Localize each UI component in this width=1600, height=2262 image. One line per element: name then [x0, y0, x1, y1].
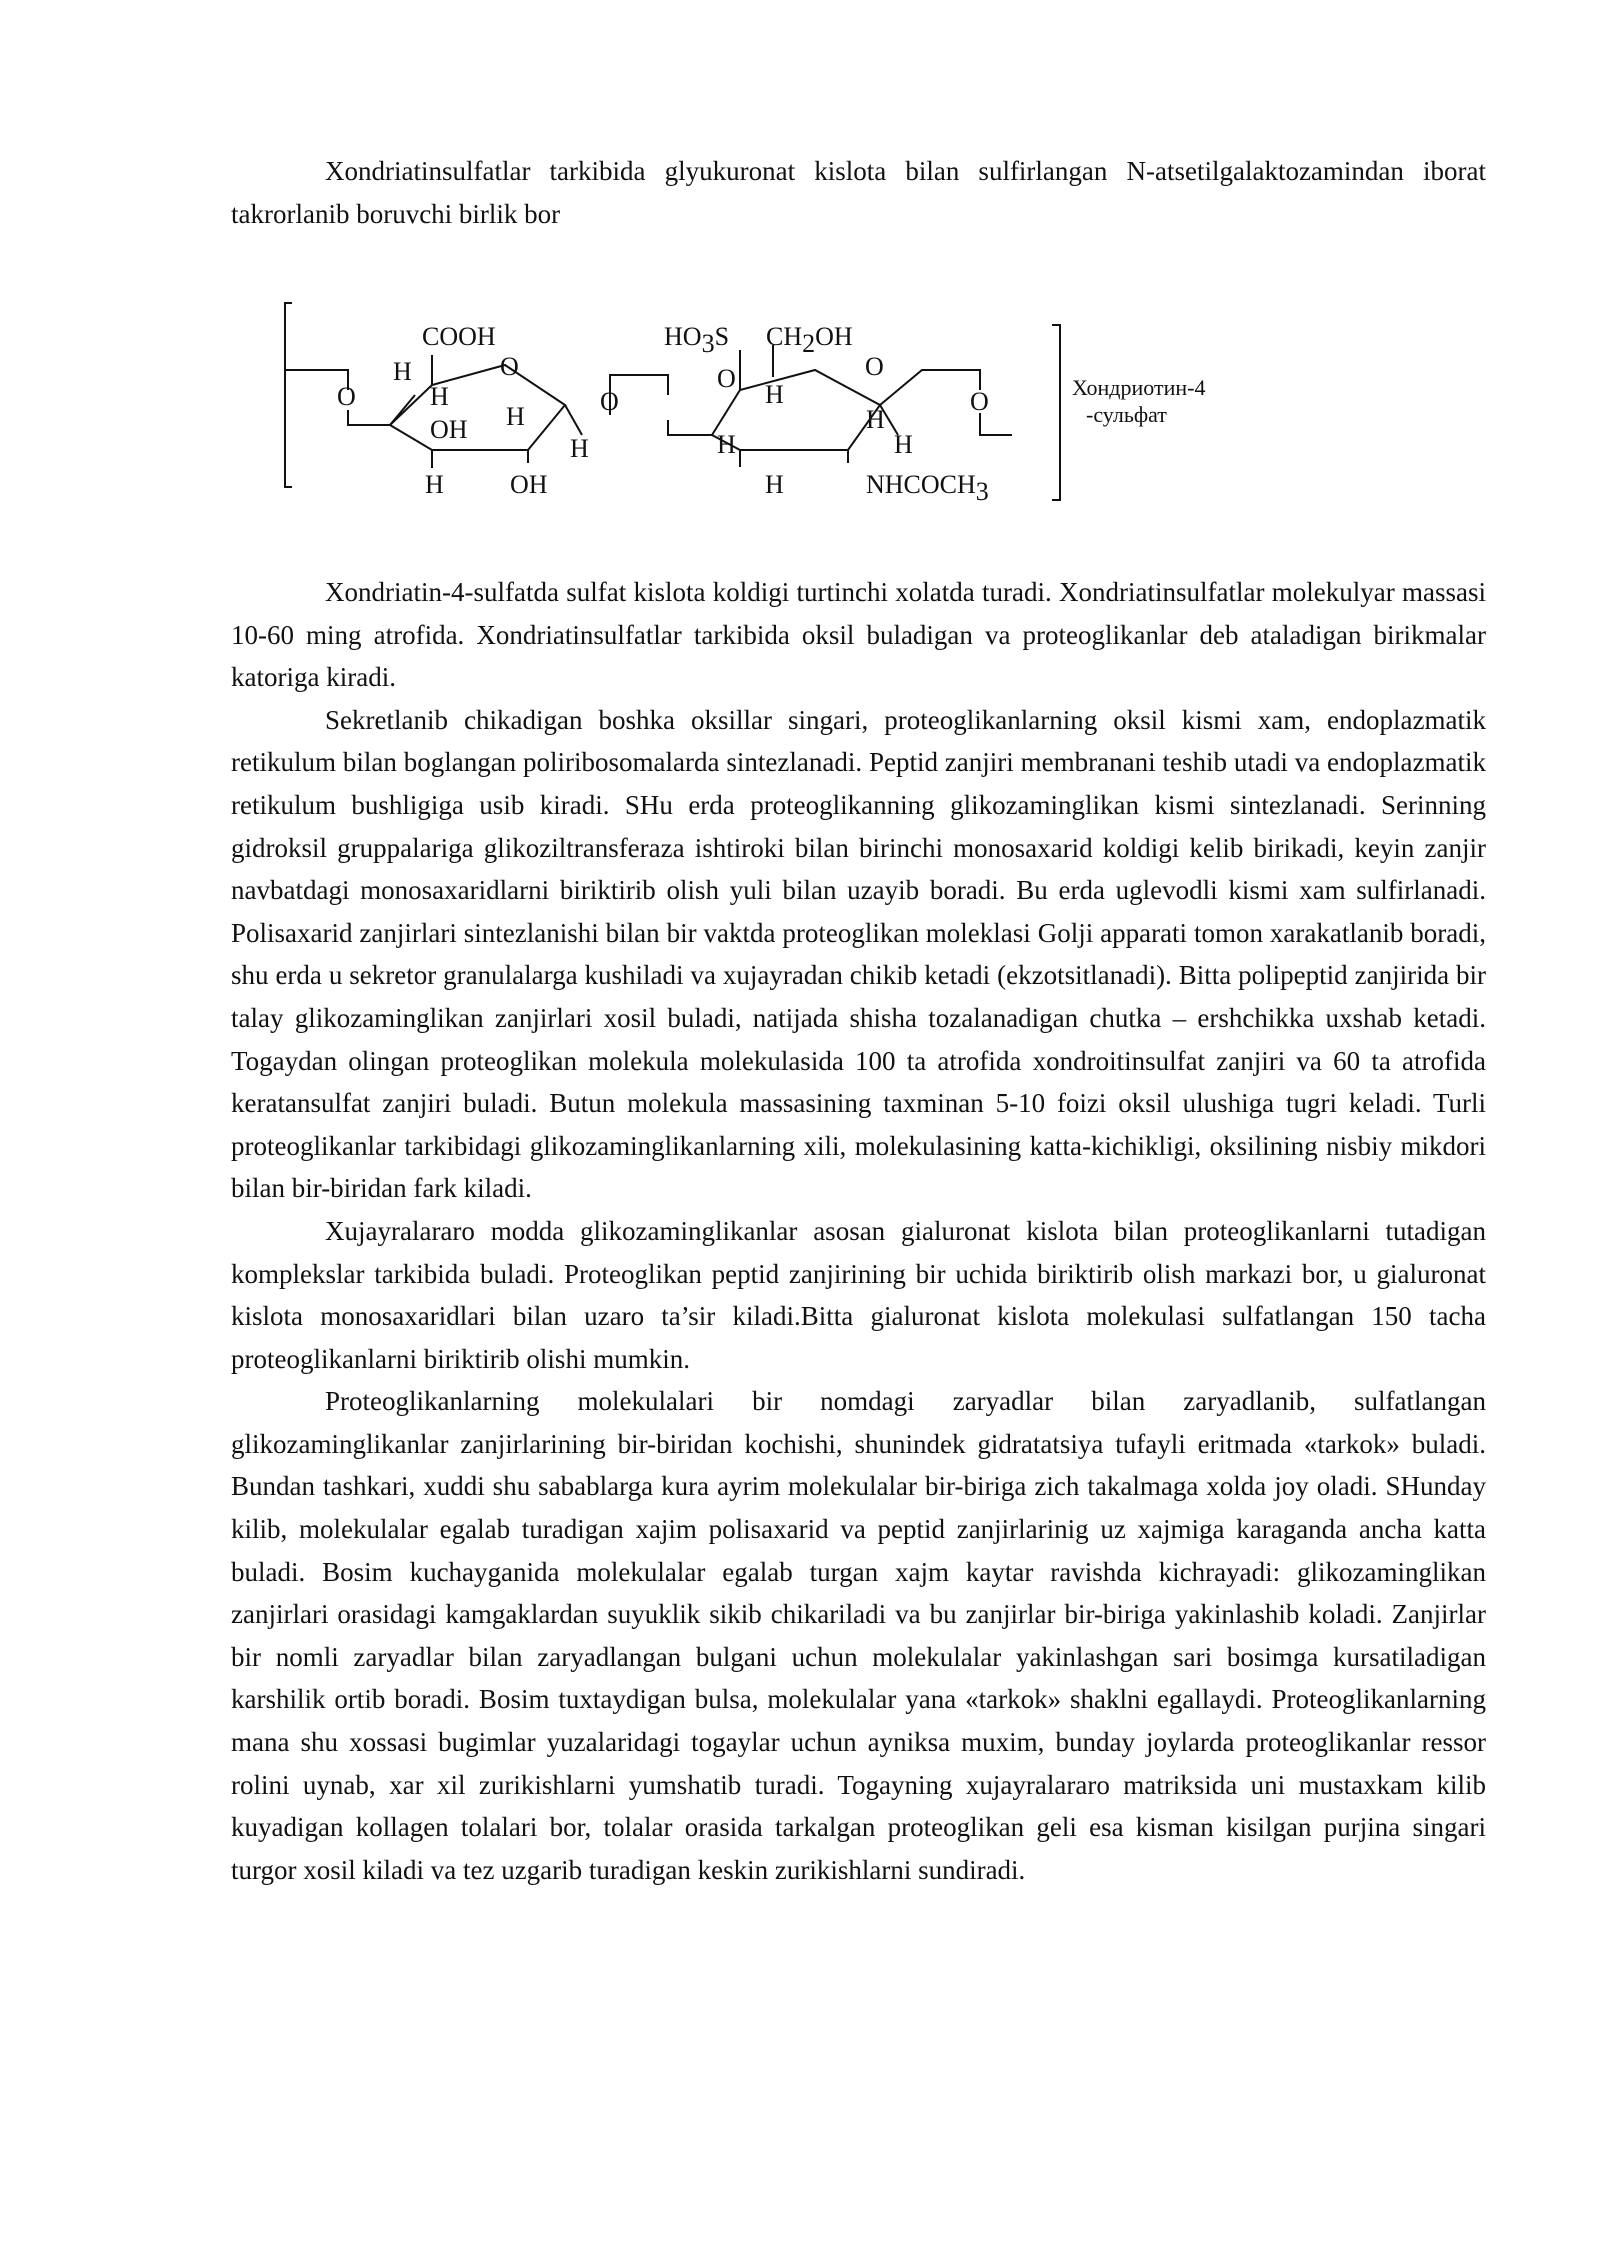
- label-h: H: [717, 430, 736, 459]
- label-oh: OH: [510, 470, 548, 499]
- paragraph: Xujayralararo modda glikozaminglikanlar asosan gialuronat kislota bilan proteoglikanlarni tutadigan komplekslar tarkibida buladi. Proteoglikan peptid zanjirining bir uchida biriktirib olish markazi bor, u gialuronat kislota monosaxaridlari bilan uzaro ta’sir kiladi.Bitta gialuronat kislota molekulasi sulfatlangan 150 tacha proteoglikanlarni biriktirib olishi mumkin.: [231, 1215, 1486, 1374]
- bond: [980, 413, 1012, 435]
- label-h: H: [866, 405, 885, 434]
- caption-line-1: Хондриотин-4: [1072, 375, 1206, 400]
- label-h: H: [765, 380, 784, 409]
- bond: [390, 395, 415, 425]
- label-cooh: COOH: [422, 322, 496, 351]
- ring-1: [390, 365, 565, 450]
- ho3s-main: HO: [664, 322, 702, 351]
- bond: [565, 405, 582, 435]
- ch2oh-main: CH: [766, 322, 803, 351]
- bond: [348, 410, 390, 425]
- bond: [880, 370, 980, 405]
- label-o: O: [865, 352, 884, 381]
- label-o: O: [717, 364, 736, 393]
- label-o: O: [337, 382, 356, 411]
- label-o: O: [500, 352, 519, 381]
- label-h: H: [393, 357, 412, 386]
- structure-diagram: [280, 295, 1260, 510]
- ch2oh-end: OH: [815, 322, 853, 351]
- paragraph: Sekretlanib chikadigan boshka oksillar singari, proteoglikanlarning oksil kismi xam, endoplazmatik retikulum bilan boglangan poliribosomalarda sintezlanadi. Peptid zanjiri membranani teshib utadi va endoplazmatik retikulum bushligiga usib kiradi. SHu erda proteoglikanning glikozaminglikan kismi sintezlanadi. Serinning gidroksil gruppalariga glikoziltransferaza ishtiroki bilan birinchi monosaxarid koldigi kelib birikadi, keyin zanjir navbatdagi monosaxaridlarni biriktirib olish yuli bilan uzayib boradi. Bu erda uglevodli kismi xam sulfirlanadi. Polisaxarid zanjirlari sintezlanishi bilan bir vaktda proteoglikan moleklasi Golji apparati tomon xarakatlanib boradi, shu erda u sekretor granulalarga kushiladi va xujayradan chikib ketadi (ekzotsitlanadi). Bitta polipeptid zanjirida bir talay glikozaminglikan zanjirlari xosil buladi, natijada shisha tozalanadigan chutka – ershchikka uxshab ketadi. Togaydan olingan proteoglikan molekula molekulasida 100 ta atrofida xondroitinsulfat zanjiri va 60 ta atrofida keratansulfat zanjiri buladi. Butun molekula massasining taxminan 5-10 foizi oksil ulushiga tugri keladi. Turli proteoglikanlar tarkibidagi glikozaminglikanlarning xili, molekulasining katta-kichikligi, oksilining nisbiy mikdori bilan bir-biridan fark kiladi.: [231, 704, 1486, 1204]
- left-bracket: [285, 303, 292, 487]
- label-h: H: [430, 382, 449, 411]
- label-oh: OH: [430, 415, 468, 444]
- bond: [668, 420, 712, 435]
- body-text: [231, 571, 1486, 1891]
- nhcoch-main: NHCOCH: [866, 470, 976, 499]
- label-ch2oh: [766, 322, 853, 358]
- ch2oh-sub: 2: [802, 329, 816, 358]
- label-o: O: [970, 387, 989, 416]
- caption-line-2: -сульфат: [1086, 402, 1167, 427]
- label-h: H: [765, 470, 784, 499]
- intro-text: [231, 150, 1486, 235]
- label-h: H: [425, 470, 444, 499]
- label-h: H: [570, 434, 589, 463]
- label-o: O: [600, 387, 619, 416]
- ho3s-sub: 3: [701, 329, 715, 358]
- right-bracket: [1052, 325, 1060, 500]
- label-ho3s: [664, 322, 729, 358]
- label-h: H: [894, 430, 913, 459]
- paragraph: Proteoglikanlarning molekulalari bir nomdagi zaryadlar bilan zaryadlanib, sulfatlangan glikozaminglikanlar zanjirlarining bir-biridan kochishi, shunindek gidratatsiya tufayli eritmada «tarkok» buladi. Bundan tashkari, xuddi shu sabablarga kura ayrim molekulalar bir-biriga zich takalmaga xolda joy oladi. SHunday kilib, molekulalar egalab turadigan xajim polisaxarid va peptid zanjirlarinig uz xajmiga karaganda ancha katta buladi. Bosim kuchayganida molekulalar egalab turgan xajm kaytar ravishda kichrayadi: glikozaminglikan zanjirlari orasidagi kamgaklardan suyuklik sikib chikariladi va bu zanjirlar bir-biriga yakinlashib koladi. Zanjirlar bir nomli zaryadlar bilan zaryadlangan bulgani uchun molekulalar yakinlashgan sari bosimga kursatiladigan karshilik ortib boradi. Bosim tuxtaydigan bulsa, molekulalar yana «tarkok» shaklni egallaydi. Proteoglikanlarning mana shu xossasi bugimlar yuzalaridagi togaylar uchun ayniksa muxim, bunday joylarda proteoglikanlar ressor rolini uynab, xar xil zurikishlarni yumshatib turadi. Togayning xujayralararo matriksida uni mustaxkam kilib kuyadigan kollagen tolalari bor, tolalar orasida tarkalgan proteoglikan geli esa kisman kisilgan purjina singari turgor xosil kiladi va tez uzgarib turadigan keskin zurikishlarni sundiradi.: [231, 1386, 1486, 1885]
- label-h: H: [506, 402, 525, 431]
- paragraph: Xondriatin-4-sulfatda sulfat kislota koldigi turtinchi xolatda turadi. Xondriatinsulfatlar molekulyar massasi 10-60 ming atrofida. Xondriatinsulfatlar tarkibida oksil buladigan va proteoglikanlar deb ataladigan birikmalar katoriga kiradi.: [231, 577, 1486, 693]
- chondroitin-4-sulfate-structure: [280, 295, 1260, 510]
- nhcoch-sub: 3: [975, 477, 989, 506]
- ho3s-end: S: [714, 322, 730, 351]
- paragraph: Xondriatinsulfatlar tarkibida glyukuronat kislota bilan sulfirlangan N-atsetilgalaktozamindan iborat takrorlanib boruvchi birlik bor: [231, 156, 1486, 229]
- label-nhcoch3: [866, 470, 989, 506]
- ring-2: [712, 370, 880, 450]
